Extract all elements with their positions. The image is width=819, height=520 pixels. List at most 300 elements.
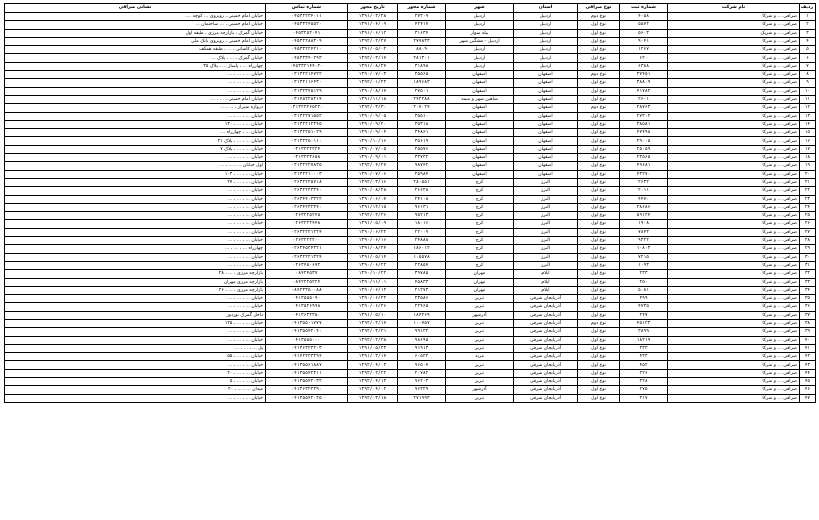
cell-reg: ۲۲۶ — [620, 369, 668, 377]
cell-phone: ۰۳۱۳۲۲۱۴۷۲۲ — [266, 71, 348, 79]
cell-phone: ۰۳۱۳۲۱۱۶۴۳۰ — [266, 79, 348, 87]
cell-type: نوع اول — [578, 79, 620, 87]
table-row — [5, 319, 816, 327]
cell-date: ۱۳۹۰/۰۶/۱۶ — [348, 237, 398, 245]
cell-phone: ۰۴۱۳۵۵۴۲۰۳۲ — [266, 378, 348, 386]
cell-reg: ۲۹۰۰۵ — [620, 137, 668, 145]
cell-phone: ۰۲۶۳۲۲۲۳۳۴۰ — [266, 187, 348, 195]
cell-name: صرافی ... و شرکا — [668, 46, 800, 54]
cell-city: کرج — [446, 220, 514, 228]
cell-permit: ۹۶۱۳۱ — [398, 203, 446, 211]
cell-addr: خیابان ... ، ... ، ... — [5, 87, 266, 95]
cell-date: ۱۳۹۲/۰۳/۱۶ — [348, 178, 398, 186]
table-row — [5, 46, 816, 54]
cell-prov: اردبیل — [514, 46, 578, 54]
cell-name: صرافی ... و شرکا — [668, 295, 800, 303]
cell-reg: ۹۳۲۲ — [620, 237, 668, 245]
cell-city: کرج — [446, 187, 514, 195]
cell-type: نوع اول — [578, 178, 620, 186]
cell-city: آذرشهر — [446, 311, 514, 319]
cell-idx: ۱۴ — [800, 120, 816, 128]
cell-idx: ۲۹ — [800, 245, 816, 253]
table-row — [5, 361, 816, 369]
cell-phone: ۰۸۴۲۲۲۵۲۲۴ — [266, 278, 348, 286]
cell-reg: ۴۴۷۰ — [620, 195, 668, 203]
table-row — [5, 203, 816, 211]
cell-idx: ۴۱ — [800, 344, 816, 352]
cell-phone: ۰۴۵۳۲۲۸۸۳۰۹ — [266, 37, 348, 45]
cell-permit: ۲۷۳۰۹ — [398, 13, 446, 21]
cell-reg: ۴۹۹ — [620, 295, 668, 303]
cell-date: ۱۳۹۲/۰۴/۱۳ — [348, 378, 398, 386]
cell-type: نوع اول — [578, 120, 620, 128]
cell-reg: ۴۵۲ — [620, 361, 668, 369]
cell-date: ۱۳۹۰/۰۹/۲۰ — [348, 120, 398, 128]
cell-idx: ۹ — [800, 79, 816, 87]
cell-prov: اردبیل — [514, 62, 578, 70]
table-row — [5, 95, 816, 103]
cell-city: تبریز — [446, 344, 514, 352]
cell-type: نوع اول — [578, 386, 620, 394]
cell-reg: ۲۵۰۵۹ — [620, 145, 668, 153]
cell-reg: ۱۸۲۱۹ — [620, 336, 668, 344]
cell-permit: ۲۶۶۲۸ — [398, 187, 446, 195]
cell-prov: اصفهان — [514, 145, 578, 153]
cell-idx: ۴۳ — [800, 361, 816, 369]
cell-addr: خیابان ... ، ... ، ... — [5, 112, 266, 120]
cell-idx: ۳۸ — [800, 319, 816, 327]
cell-date: ۱۳۹۲/۰۴/۰۳ — [348, 361, 398, 369]
exchange-table — [4, 3, 816, 403]
cell-reg: ۳۸۵۸۱ — [620, 120, 668, 128]
cell-idx: ۴۵ — [800, 378, 816, 386]
cell-permit: ۱۸۶۰۱۲ — [398, 245, 446, 253]
cell-reg: ۲۸۶۸۶ — [620, 203, 668, 211]
cell-reg: ۲۶۳۲ — [620, 178, 668, 186]
cell-reg: ۶۲۰ — [620, 54, 668, 62]
cell-date: ۱۳۹۲/۰۴/۲۷ — [348, 162, 398, 170]
cell-name: صرافی ... و شرکا — [668, 311, 800, 319]
cell-date: ۱۳۹۰/۰۹/۰۴ — [348, 129, 398, 137]
cell-addr: بازارچه مرزی ، ... ، ۲۸ — [5, 270, 266, 278]
cell-date: ۱۳۹۱/۰۴/۰۹ — [348, 21, 398, 29]
cell-phone: ۰۲۶۳۴۵۰۶۷۲ — [266, 261, 348, 269]
cell-addr: خیابان ... ، ... ، پلاک ۷ — [5, 145, 266, 153]
cell-addr: خیابان ... ، ... ، ... — [5, 228, 266, 236]
cell-date: ۱۳۹۲/۰۳/۱۷ — [348, 54, 398, 62]
cell-phone: ۰۳۱۳۲۲۵۱۰۲۹ — [266, 129, 348, 137]
cell-permit: ۱۸۹۶۸۳ — [398, 79, 446, 87]
cell-phone: ۰۴۱۳۶۳۲۳۵۰ — [266, 311, 348, 319]
cell-prov: اصفهان — [514, 95, 578, 103]
table-row — [5, 29, 816, 37]
cell-idx: ۳۲ — [800, 270, 816, 278]
cell-reg: ۵۰۸۱ — [620, 286, 668, 294]
table-row — [5, 87, 816, 95]
table-row — [5, 13, 816, 21]
table-header-row — [5, 4, 816, 13]
cell-idx: ۳۰ — [800, 253, 816, 261]
cell-name: صرافی ... و شرکا — [668, 195, 800, 203]
cell-name: صرافی ... و شرکا — [668, 386, 800, 394]
cell-idx: ۲۰ — [800, 170, 816, 178]
table-row — [5, 154, 816, 162]
cell-addr: خیابان ... ، ... ، ... — [5, 295, 266, 303]
cell-reg: ۲۷۵ — [620, 386, 668, 394]
cell-permit: ۲۴۸۸۸ — [398, 237, 446, 245]
cell-name: صرافی ... و شرکا — [668, 336, 800, 344]
cell-addr: خیابان ... ، ... ، ... — [5, 154, 266, 162]
cell-addr: خیابان ... ، ... ، ... — [5, 361, 266, 369]
cell-reg: ۲۷۳۰۲ — [620, 112, 668, 120]
cell-permit: ۲۵۹۸۴ — [398, 170, 446, 178]
cell-prov: البرز — [514, 187, 578, 195]
cell-date: ۱۳۹۲/۰۲/۲۶ — [348, 212, 398, 220]
cell-permit: ۹۵۲۱۳ — [398, 212, 446, 220]
cell-type: نوع اول — [578, 154, 620, 162]
cell-city: تبریز — [446, 319, 514, 327]
cell-addr: خیابان ... ، ... ، ... — [5, 303, 266, 311]
cell-addr: خیابان ... ، ... ، ۱۰۳ — [5, 170, 266, 178]
cell-name: صرافی ... و شرکا — [668, 95, 800, 103]
cell-phone: ۰۴۵۳۲۵۲۰۴۱ — [266, 29, 348, 37]
cell-name: صرافی ... و شرکا — [668, 270, 800, 278]
cell-date: ۱۳۹۲/۰۱/۲۲ — [348, 79, 398, 87]
table-row — [5, 261, 816, 269]
cell-prov: اردبیل — [514, 54, 578, 62]
cell-phone: ۰۲۶۳۲۲۲۵۷۱۸ — [266, 178, 348, 186]
cell-name: صرافی ... و شرکا — [668, 253, 800, 261]
cell-phone: ۰۳۱۳۲۳۴۵۱۲۹ — [266, 87, 348, 95]
cell-type: نوع دوم — [578, 71, 620, 79]
cell-date: ۱۳۹۲/۰۳/۳۰ — [348, 104, 398, 112]
cell-permit: ۱۸۰۱۶ — [398, 220, 446, 228]
cell-date: ۱۳۹۰/۱۱/۰۱ — [348, 278, 398, 286]
cell-phone: ۰۴۱۳۵۵۵۰۹۰ — [266, 295, 348, 303]
table-row — [5, 54, 816, 62]
cell-type: نوع اول — [578, 245, 620, 253]
cell-addr: خیابان ... ، ... ، ... — [5, 212, 266, 220]
cell-city: تبریز — [446, 361, 514, 369]
table-row — [5, 328, 816, 336]
cell-phone: ۰۴۱۳۵۵۰۱۷۷۷ — [266, 319, 348, 327]
cell-permit: ۳۹۷۸۵ — [398, 270, 446, 278]
cell-name: صرافی ... و شرکا — [668, 13, 800, 21]
cell-idx: ۲۸ — [800, 237, 816, 245]
cell-phone: ۰۴۵۳۳۲۱۴۴۰۲۰ — [266, 62, 348, 70]
cell-city: اصفهان — [446, 104, 514, 112]
cell-permit: ۳۱۶۳۴ — [398, 29, 446, 37]
table-row — [5, 386, 816, 394]
cell-prov: آذربایجان شرقی — [514, 386, 578, 394]
cell-reg: ۴۷۴۹۸ — [620, 129, 668, 137]
cell-city: آذرشهر — [446, 386, 514, 394]
cell-permit: ۲۴۲۲۸۸ — [398, 95, 446, 103]
cell-permit: ۲۵۵۷۶ — [398, 145, 446, 153]
cell-idx: ۱۲ — [800, 104, 816, 112]
cell-permit: ۳۵۳۱۸ — [398, 120, 446, 128]
header-city: شهر — [446, 4, 514, 13]
cell-name: صرافی ... و شرکا — [668, 170, 800, 178]
table-row — [5, 170, 816, 178]
header-date: تاریخ مجوز — [348, 4, 398, 13]
cell-addr: خیابان امام خمینی ، ... ، ... — [5, 95, 266, 103]
cell-idx: ۸ — [800, 71, 816, 79]
cell-name: صرافی ... و شریک — [668, 29, 800, 37]
cell-type: نوع اول — [578, 286, 620, 294]
cell-prov: آذربایجان شرقی — [514, 328, 578, 336]
exchange-list-sheet — [4, 3, 815, 515]
cell-type: نوع اول — [578, 203, 620, 211]
cell-reg: ۲۰۱۱ — [620, 187, 668, 195]
cell-phone: ۰۳۱۳۲۲۱۲۳۴۵ — [266, 120, 348, 128]
cell-type: نوع دوم — [578, 13, 620, 21]
cell-name: صرافی ... و شرکا — [668, 21, 800, 29]
table-row — [5, 253, 816, 261]
cell-addr: چهارراه ... ، پاساژ ... ، پلاک ۳۵ — [5, 62, 266, 70]
cell-addr: خیابان ... ، ... ، ... — [5, 253, 266, 261]
cell-idx: ۳۷ — [800, 311, 816, 319]
cell-prov: البرز — [514, 237, 578, 245]
cell-date: ۱۳۹۱/۰۵/۱۴ — [348, 253, 398, 261]
cell-idx: ۲۲ — [800, 187, 816, 195]
header-idx: ردیف — [800, 4, 816, 13]
cell-city: مهران — [446, 278, 514, 286]
cell-reg: ۳۸۸۰۹ — [620, 79, 668, 87]
cell-type: نوع اول — [578, 303, 620, 311]
cell-type: نوع اول — [578, 270, 620, 278]
cell-permit: ۳۴۸۶۱ — [398, 129, 446, 137]
cell-date: ۱۳۹۱/۰۵/۲۳ — [348, 344, 398, 352]
cell-phone: ۰۴۱۳۵۵۵۰۰۰ — [266, 336, 348, 344]
cell-addr: خیابان ... ، ... ، ... — [5, 394, 266, 402]
cell-date: ۱۳۹۰/۰۶/۲۲ — [348, 295, 398, 303]
cell-city: اردبیل — [446, 46, 514, 54]
cell-type: نوع اول — [578, 212, 620, 220]
cell-city: تبریز — [446, 295, 514, 303]
cell-date: ۱۳۹۲/۰۴/۰۲ — [348, 386, 398, 394]
cell-phone: ۰۲۶۳۲۲۲۴۴۸ — [266, 220, 348, 228]
cell-reg: ۴۵۱۲۳ — [620, 319, 668, 327]
cell-name: صرافی ... و شرکا — [668, 62, 800, 70]
cell-phone: ۰۸۴۲۳۳۵۰۰۸۸ — [266, 286, 348, 294]
cell-name: صرافی ... و شرکا — [668, 303, 800, 311]
cell-name: صرافی ... و شرکا — [668, 328, 800, 336]
cell-prov: اصفهان — [514, 137, 578, 145]
cell-name: صرافی ... و شرکا — [668, 145, 800, 153]
cell-addr: خیابان ... ، ... ، ... — [5, 71, 266, 79]
cell-phone: ۰۳۱۳۲۲۵۰۱۱۰ — [266, 137, 348, 145]
cell-permit: ۹۶۳۲۹ — [398, 386, 446, 394]
cell-name: صرافی ... و شرکا — [668, 162, 800, 170]
cell-reg: ۴۰۵۸ — [620, 13, 668, 21]
cell-type: نوع دوم — [578, 104, 620, 112]
cell-permit: ۲۲۴۶۵ — [398, 303, 446, 311]
cell-name: صرافی ... و شرکا — [668, 361, 800, 369]
table-row — [5, 228, 816, 236]
cell-type: نوع اول — [578, 95, 620, 103]
cell-prov: اصفهان — [514, 154, 578, 162]
cell-reg: ۳۸۹۹ — [620, 328, 668, 336]
cell-reg: ۲۵۰ — [620, 278, 668, 286]
cell-addr: خیابان ... ، ... ، ۱۳۰ — [5, 120, 266, 128]
cell-prov: البرز — [514, 220, 578, 228]
cell-date: ۱۳۹۱/۰۵/۰۹ — [348, 220, 398, 228]
cell-city: اردبیل — [446, 21, 514, 29]
cell-date: ۱۳۹۱/۰۳/۲۸ — [348, 13, 398, 21]
cell-city: کرج — [446, 253, 514, 261]
cell-date: ۱۳۹۱/۰۸/۲۴ — [348, 245, 398, 253]
cell-addr: خیابان ... ، ... ، ۵ — [5, 378, 266, 386]
table-row — [5, 295, 816, 303]
cell-addr: خیابان ... ، ... ، پلاک ۲۱ — [5, 137, 266, 145]
cell-date: ۱۳۹۰/۱۰/۱۶ — [348, 137, 398, 145]
cell-date: ۱۳۹۱/۱۱/۱۸ — [348, 95, 398, 103]
cell-date: ۱۳۹۰/۰۶/۲۲ — [348, 228, 398, 236]
cell-city: اصفهان — [446, 154, 514, 162]
cell-idx: ۳۵ — [800, 295, 816, 303]
cell-phone: ۰۳۱۳۲۲۲۷۸۳۵ — [266, 162, 348, 170]
cell-city: اصفهان — [446, 145, 514, 153]
table-row — [5, 212, 816, 220]
cell-city: کرج — [446, 261, 514, 269]
cell-prov: اردبیل — [514, 29, 578, 37]
cell-phone: ۰۴۱۳۶۳۲۳۲۰۳ — [266, 344, 348, 352]
cell-addr: بازارچه مرزی ، ... ، ۲۶ — [5, 286, 266, 294]
cell-city: مهران — [446, 286, 514, 294]
header-addr: نشانی صرافی — [5, 4, 266, 13]
cell-phone: ۰۳۱۳۲۲۷۱۵۵۲ — [266, 112, 348, 120]
cell-addr: خیابان ... ، ... ، ... — [5, 203, 266, 211]
cell-permit: ۹۶۲۰۳ — [398, 378, 446, 386]
cell-reg: ۱۰۸۰۳ — [620, 245, 668, 253]
cell-city: اصفهان — [446, 71, 514, 79]
cell-permit: ۲۷۵۰۱ — [398, 87, 446, 95]
cell-phone: ۰۴۱۳۶۳۲۲۳۹۰ — [266, 386, 348, 394]
cell-permit: ۴۵۸۳۳ — [398, 278, 446, 286]
cell-city: کرج — [446, 195, 514, 203]
cell-idx: ۴ — [800, 37, 816, 45]
cell-addr: خیابان گمرک ، بازارچه مرزی ، طبقه اول — [5, 29, 266, 37]
cell-idx: ۳ — [800, 29, 816, 37]
cell-name: صرافی ... و شرکا — [668, 129, 800, 137]
cell-reg: ۴۱۷۸۲ — [620, 87, 668, 95]
table-row — [5, 71, 816, 79]
cell-prov: اصفهان — [514, 112, 578, 120]
cell-name: صرافی ... و شرکا — [668, 178, 800, 186]
cell-permit: ۳۳۷۳۲ — [398, 154, 446, 162]
cell-permit: ۳۱۸۹۸ — [398, 62, 446, 70]
cell-name: صرافی ... و شرکا — [668, 137, 800, 145]
cell-reg: ۴۷۳۵ — [620, 303, 668, 311]
cell-name: صرافی ... و شرکا — [668, 378, 800, 386]
cell-name: صرافی ... و شرکا — [668, 319, 800, 327]
cell-permit: ۲۳۵۸۶ — [398, 295, 446, 303]
cell-name: صرافی ... و شرکا — [668, 228, 800, 236]
cell-type: نوع اول — [578, 129, 620, 137]
table-row — [5, 344, 816, 352]
cell-addr: داخل گمرک نوردوز — [5, 311, 266, 319]
cell-type: نوع اول — [578, 54, 620, 62]
cell-permit: ۶۰۵۲۲ — [398, 353, 446, 361]
cell-addr: خیابان ... ، ... ، ... — [5, 336, 266, 344]
cell-permit: ۲۲۸۵۷ — [398, 261, 446, 269]
cell-phone: ۰۳۱۳۲۲۲۶۵۲۲۰ — [266, 104, 348, 112]
table-row — [5, 162, 816, 170]
cell-city: اصفهان — [446, 170, 514, 178]
cell-prov: آذربایجان شرقی — [514, 369, 578, 377]
cell-date: ۱۳۹۲/۰۲/۲۷ — [348, 37, 398, 45]
cell-addr: خیابان گمرک ، ... ، پلاک ... — [5, 54, 266, 62]
cell-type: نوع اول — [578, 328, 620, 336]
cell-prov: البرز — [514, 261, 578, 269]
table-row — [5, 270, 816, 278]
cell-idx: ۳۳ — [800, 278, 816, 286]
cell-permit: ۱۰۰۷۵۷ — [398, 319, 446, 327]
cell-date: ۱۳۹۲/۰۲/۲۸ — [348, 336, 398, 344]
cell-prov: اصفهان — [514, 79, 578, 87]
table-row — [5, 120, 816, 128]
cell-idx: ۵ — [800, 46, 816, 54]
cell-permit: ۱۸۴۲۶۹ — [398, 311, 446, 319]
cell-prov: البرز — [514, 203, 578, 211]
cell-addr: خیابان ... ، ... ، ۵۵ — [5, 353, 266, 361]
cell-idx: ۱۶ — [800, 137, 816, 145]
cell-prov: آذربایجان شرقی — [514, 378, 578, 386]
cell-prov: ایلام — [514, 270, 578, 278]
cell-prov: ایلام — [514, 278, 578, 286]
cell-phone: ۰۳۱۳۲۲۱۰۰۰۳ — [266, 170, 348, 178]
cell-name: صرافی ... و شرکا — [668, 120, 800, 128]
cell-city: اصفهان — [446, 120, 514, 128]
cell-name: صرافی ... و شرکا — [668, 237, 800, 245]
cell-idx: ۳۱ — [800, 261, 816, 269]
cell-addr: خیابان ... ، ... ، ... — [5, 328, 266, 336]
cell-name: صرافی ... و شرکا — [668, 54, 800, 62]
cell-permit: ۹۶۵۰۷ — [398, 361, 446, 369]
cell-name: صرافی ... و شرکا — [668, 79, 800, 87]
cell-city: مرند — [446, 353, 514, 361]
cell-date: ۱۳۹۰/۰۶/۲۶ — [348, 303, 398, 311]
cell-prov: آذربایجان شرقی — [514, 303, 578, 311]
cell-city: شاهین شهر و میمه — [446, 95, 514, 103]
cell-permit: ۹۱۹۱۳ — [398, 344, 446, 352]
cell-addr: خیابان ... ، ... ، ۲۰ — [5, 369, 266, 377]
cell-reg: ۱۹۰۸ — [620, 220, 668, 228]
cell-permit: ۲۰۷۸۲ — [398, 369, 446, 377]
cell-name: صرافی ... و شرکا — [668, 104, 800, 112]
cell-reg: ۹۰۴۱ — [620, 37, 668, 45]
cell-prov: آذربایجان شرقی — [514, 344, 578, 352]
cell-date: ۱۳۹۰/۰۸/۱۷ — [348, 87, 398, 95]
cell-idx: ۲۷ — [800, 228, 816, 236]
cell-addr: خیابان ... ، ... ، ۱۲۵ — [5, 319, 266, 327]
cell-reg: ۱۰۹۳ — [620, 261, 668, 269]
cell-phone: ۰۳۱۴۵۲۲۸۲۱۴ — [266, 95, 348, 103]
cell-name: صرافی ... و شرکا — [668, 212, 800, 220]
cell-type: نوع اول — [578, 261, 620, 269]
cell-phone: ۰۴۱۴۲۲۲۳۲۹۴ — [266, 353, 348, 361]
cell-city: اصفهان — [446, 137, 514, 145]
header-type: نوع صرافی — [578, 4, 620, 13]
cell-idx: ۲۴ — [800, 203, 816, 211]
cell-date: ۱۳۹۱/۰۵/۱۰ — [348, 311, 398, 319]
cell-city: اردبیل — [446, 62, 514, 70]
cell-prov: اصفهان — [514, 129, 578, 137]
cell-phone: ۰۲۶۳۴۲۳۲۳۴۰ — [266, 203, 348, 211]
cell-name: صرافی ... و شرکا — [668, 278, 800, 286]
cell-date: ۱۳۹۰/۰۷/۰۵ — [348, 145, 398, 153]
